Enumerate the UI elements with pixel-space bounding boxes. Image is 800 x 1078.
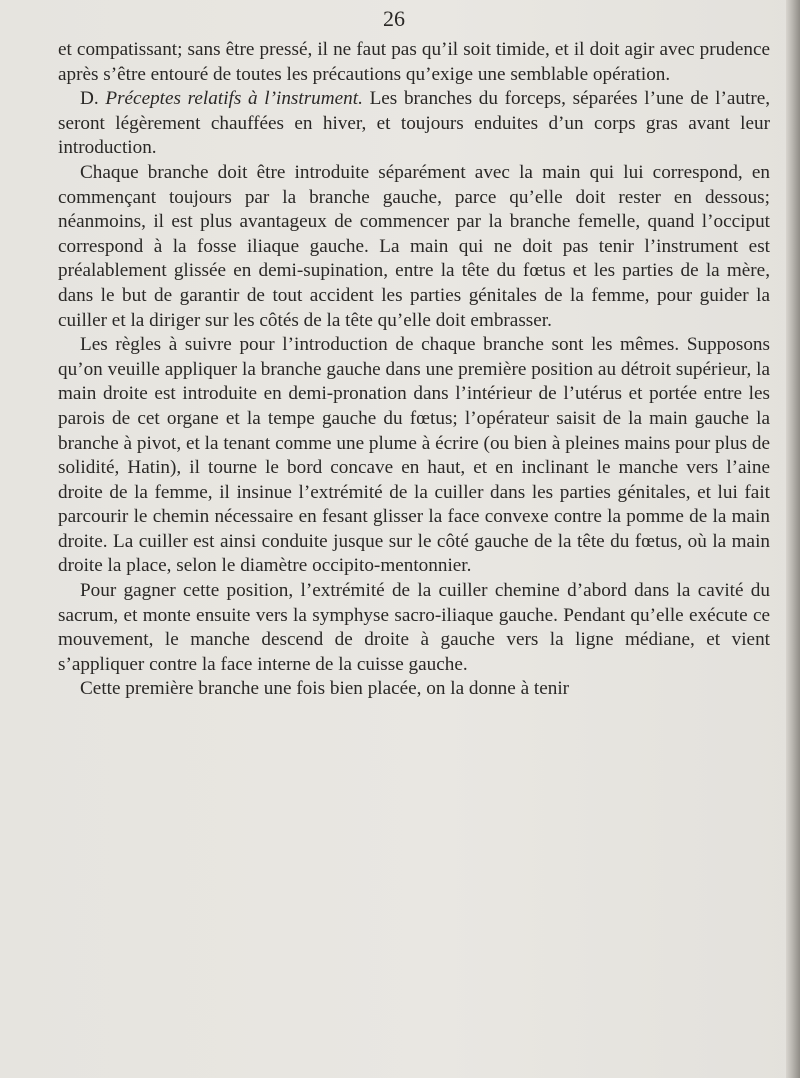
paragraph-text: et compatissant; sans être pressé, il ne faut pas qu’il soit timide, et il doit agir avec prudence après s’être entouré de toutes les précautions qu’exige une semblable opération.	[58, 39, 770, 85]
body-text	[58, 38, 770, 702]
page-binding-edge	[786, 0, 800, 1078]
page-number: 26	[383, 6, 405, 31]
paragraph-6	[58, 677, 770, 702]
section-letter: D.	[80, 88, 99, 110]
paragraph-1	[58, 38, 770, 87]
paragraph-text: Cette première branche une fois bien placée, on la donne à tenir	[80, 678, 570, 700]
paragraph-4	[58, 333, 770, 579]
paragraph-text: Les branches du forceps, séparées l’une de l’autre, seront légèrement chauffées en hiver, et toujours enduites d’un corps gras avant leur introduction.	[58, 88, 771, 159]
paragraph-text: Chaque branche doit être introduite séparément avec la main qui lui correspond, en commençant toujours par la branche gauche, parce qu’elle doit rester en dessous; néanmoins, il est plus avantageux de commencer par la branche femelle, quand l’occiput correspond à la fosse iliaque gauche. La main qui ne doit pas tenir l’instrument est préalablement glissée en demi-supination, entre la tête du fœtus et les parties de la mère, dans le but de garantir de tout accident les parties génitales de la femme, pour guider la cuiller et la diriger sur les côtés de la tête qu’elle doit embrasser.	[58, 161, 770, 331]
paragraph-text: Les règles à suivre pour l’introduction de chaque branche sont les mêmes. Supposons qu’on veuille appliquer la branche gauche dans une première position au détroit supérieur, la main droite est introduite en demi-pronation dans l’intérieur de l’utérus et portée entre les parois de cet organe et la tempe gauche du fœtus; l’opérateur saisit de la main gauche la branche à pivot, et la tenant comme une plume à écrire (ou bien à pleines mains pour plus de solidité, Hatin), il tourne le bord concave en haut, et en inclinant le manche vers l’aine droite de la femme, il insinue l’extrémité de la cuiller dans les parties génitales, et lui fait parcourir le chemin nécessaire en fesant glisser la face convexe contre la pomme de la main droite. La cuiller est ainsi conduite jusque sur le côté gauche de la tête du fœtus, où la main droite la place, selon le diamètre occipito-mentonnier.	[58, 334, 770, 577]
paragraph-text: Pour gagner cette position, l’extrémité de la cuiller chemine d’abord dans la cavité du sacrum, et monte ensuite vers la symphyse sacro-iliaque gauche. Pendant qu’elle exécute ce mouvement, le manche descend de droite à gauche vers la ligne médiane, et vient s’appliquer contre la face interne de la cuisse gauche.	[58, 580, 770, 675]
paragraph-3	[58, 161, 770, 333]
section-heading: Préceptes relatifs à l’instrument.	[105, 88, 363, 110]
paragraph-5	[58, 579, 770, 677]
paragraph-2	[58, 87, 770, 161]
